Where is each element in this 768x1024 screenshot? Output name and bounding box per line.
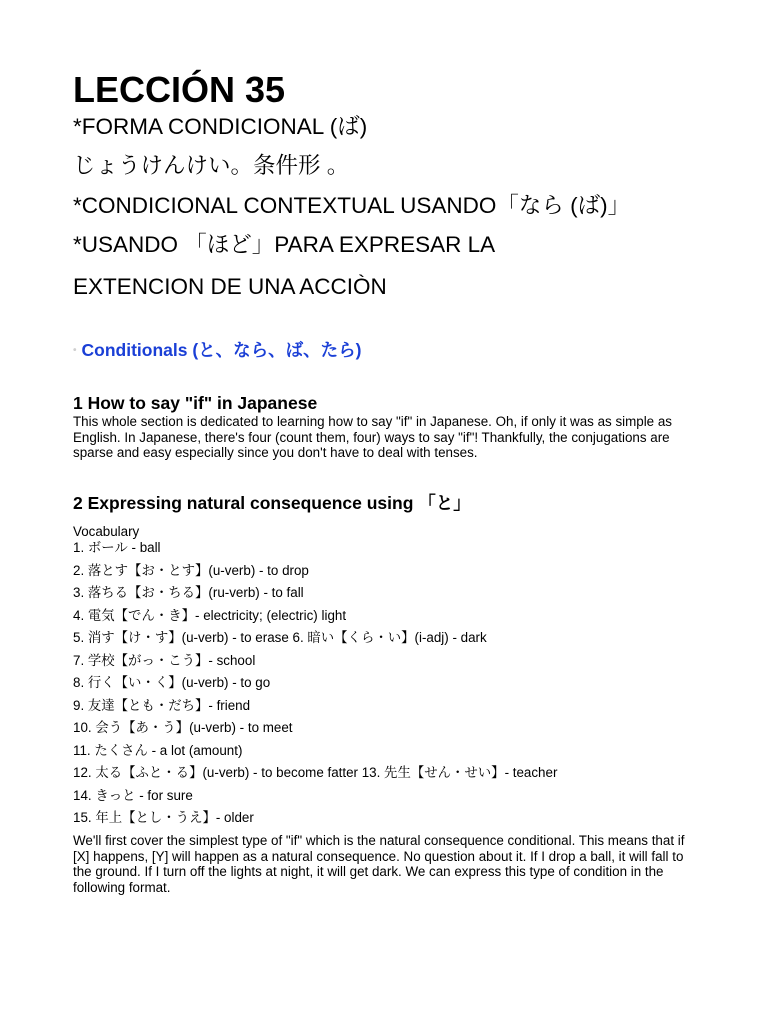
section-2-heading: 2 Expressing natural consequence using 「と」 — [73, 493, 471, 513]
vocabulary-label: Vocabulary — [73, 524, 140, 539]
list-item: 15. 年上【とし・うえ】- older — [73, 810, 254, 825]
section-2-body: We'll first cover the simplest type of "if" which is the natural consequence conditional. This means that if [X] happens, [Y] will happen as a natural consequence. No question about it. If I drop a ball, it will fall to the ground. If I turn off the lights at night, it will get dark. We can express this type of condition in the following format. — [73, 833, 685, 895]
subtitle-line-1: *FORMA CONDICIONAL (ば) — [73, 114, 368, 139]
list-item: 12. 太る【ふと・る】(u-verb) - to become fatter 13. 先生【せん・せい】- teacher — [73, 765, 558, 780]
list-item: 4. 電気【でん・き】- electricity; (electric) light — [73, 607, 347, 623]
bullet-icon: • — [73, 345, 77, 357]
list-item: 8. 行く【い・く】(u-verb) - to go — [73, 675, 271, 690]
conditionals-link[interactable] — [73, 337, 362, 364]
list-item: 9. 友達【とも・だち】- friend — [73, 697, 251, 713]
section-1-heading: 1 How to say "if" in Japanese — [73, 393, 318, 413]
conditionals-link-text[interactable]: Conditionals (と、なら、ば、たら) — [81, 340, 362, 360]
subtitle-line-3: *CONDICIONAL CONTEXTUAL USANDO「なら (ば)」 — [73, 193, 631, 218]
lesson-title: LECCIÓN 35 — [73, 69, 286, 110]
list-item: 10. 会う【あ・う】(u-verb) - to meet — [73, 720, 293, 735]
list-item: 2. 落とす【お・とす】(u-verb) - to drop — [73, 562, 309, 578]
list-item: 11. たくさん - a lot (amount) — [73, 742, 243, 758]
subtitle-line-5: EXTENCION DE UNA ACCIÒN — [73, 274, 387, 299]
list-item: 3. 落ちる【お・ちる】(ru-verb) - to fall — [73, 585, 304, 600]
list-item: 5. 消す【け・す】(u-verb) - to erase 6. 暗い【くら・い】(i-adj) - dark — [73, 630, 487, 645]
subtitle-line-4: *USANDO 「ほど」PARA EXPRESAR LA — [73, 232, 496, 257]
list-item: 14. きっと - for sure — [73, 787, 193, 803]
list-item: 7. 学校【がっ・こう】- school — [73, 652, 256, 668]
list-item: 1. ボール - ball — [73, 540, 161, 555]
section-1-body: This whole section is dedicated to learning how to say "if" in Japanese. Oh, if only it was as simple as English. In Japanese, there's four (count them, four) ways to say "if"! Thankfully, the conjugations are sparse and easy especially since you don't have to deal with tenses. — [73, 414, 672, 461]
vocabulary-list — [73, 540, 557, 833]
subtitle-line-2: じょうけんけい。条件形 。 — [73, 153, 350, 178]
